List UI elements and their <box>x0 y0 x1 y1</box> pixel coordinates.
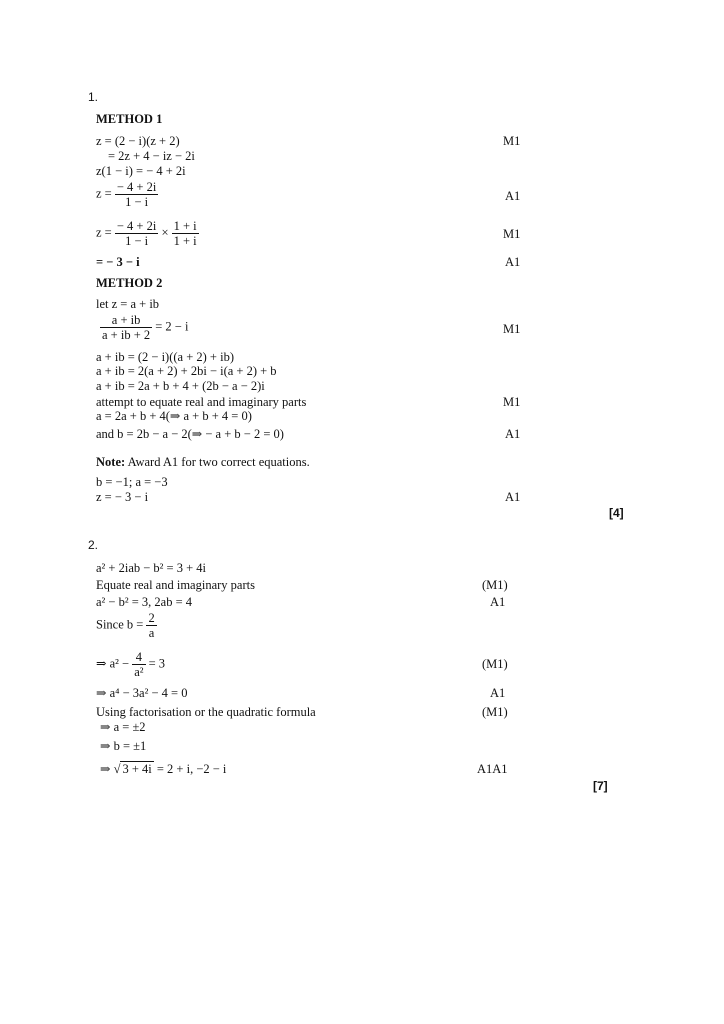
implies-sqrt: ⇒ √ <box>100 762 121 776</box>
equation-lhs: ⇒ a² − <box>96 656 130 671</box>
q1-m2-line-8: and b = 2b − a − 2(⇒ − a + b − 2 = 0) <box>96 427 284 441</box>
mark-m1: M1 <box>503 395 521 409</box>
method-1-heading: METHOD 1 <box>96 112 163 126</box>
fraction-numerator: 2 <box>148 611 155 625</box>
mark-a1a1: A1A1 <box>477 762 508 776</box>
equation-lhs: z = <box>96 186 112 201</box>
mark-m1: M1 <box>503 322 521 336</box>
q2-line-3: a² − b² = 3, 2ab = 4 <box>96 595 192 609</box>
mark-m1-bracket: (M1) <box>482 578 508 592</box>
q1-m1-line-6: = − 3 − i <box>96 255 140 269</box>
fraction-denominator: 1 − i <box>125 234 149 248</box>
q1-m2-line-4: a + ib = 2(a + 2) + 2bi − i(a + 2) + b <box>96 364 277 378</box>
fraction <box>146 611 156 640</box>
radicand: 3 + 4i <box>122 762 152 776</box>
q1-m2-line-5: a + ib = 2a + b + 4 + (2b − a − 2)i <box>96 379 265 393</box>
equation-rhs: = 3 <box>148 656 166 671</box>
mark-m1: M1 <box>503 134 521 148</box>
q2-line-4 <box>96 611 157 640</box>
fraction-denominator: 1 + i <box>173 234 197 248</box>
fraction-numerator: − 4 + 2i <box>116 219 157 233</box>
q1-m2-line-3: a + ib = (2 − i)((a + 2) + ib) <box>96 350 234 364</box>
fraction-numerator: 1 + i <box>173 219 197 233</box>
fraction-numerator: − 4 + 2i <box>116 180 157 194</box>
q1-m1-line-2: = 2z + 4 − iz − 2i <box>108 149 195 163</box>
q1-m2-line-7: a = 2a + b + 4(⇒ a + b + 4 = 0) <box>96 409 252 423</box>
q2-line-10 <box>100 762 226 777</box>
question-1-number: 1. <box>88 90 99 104</box>
mark-a1: A1 <box>490 686 506 700</box>
mark-a1: A1 <box>505 427 521 441</box>
fraction <box>172 219 199 248</box>
marking-note <box>96 455 310 470</box>
mark-a1: A1 <box>505 255 521 269</box>
q2-line-9: ⇒ b = ±1 <box>100 739 147 753</box>
q1-m2-line-10: z = − 3 − i <box>96 490 149 504</box>
fraction <box>115 219 158 248</box>
note-text: Award A1 for two correct equations. <box>125 455 310 469</box>
q1-m1-line-4 <box>96 180 158 209</box>
mark-m1: M1 <box>503 227 521 241</box>
fraction-numerator: a + ib <box>100 313 152 328</box>
equation-lhs: z = <box>96 225 112 240</box>
q2-line-2: Equate real and imaginary parts <box>96 578 255 592</box>
fraction-denominator: 1 − i <box>125 195 149 209</box>
q2-line-1: a² + 2iab − b² = 3 + 4i <box>96 561 206 575</box>
q1-m1-line-1: z = (2 − i)(z + 2) <box>96 134 180 148</box>
question-1-total: [4] <box>609 506 624 520</box>
fraction <box>115 180 158 209</box>
mark-a1: A1 <box>505 490 521 504</box>
fraction-denominator: a + ib + 2 <box>102 328 151 342</box>
mark-m1-bracket: (M1) <box>482 657 508 671</box>
equation-rhs: = 2 − i <box>155 319 189 334</box>
mark-a1: A1 <box>505 189 521 203</box>
q2-line-8: ⇒ a = ±2 <box>100 720 146 734</box>
equation-rhs: = 2 + i, −2 − i <box>153 762 227 776</box>
question-2-number: 2. <box>88 538 99 552</box>
q1-m2-line-6: attempt to equate real and imaginary parts <box>96 395 307 409</box>
times-sign: × <box>161 225 169 240</box>
equation-lhs: Since b = <box>96 617 144 632</box>
mark-a1: A1 <box>490 595 506 609</box>
fraction-denominator: a <box>148 626 155 640</box>
q1-m1-line-5 <box>96 219 199 248</box>
fraction <box>132 650 145 679</box>
fraction-numerator: 4 <box>132 650 145 665</box>
fraction-denominator: a² <box>134 665 144 679</box>
method-2-heading: METHOD 2 <box>96 276 163 290</box>
q2-line-6: ⇒ a⁴ − 3a² − 4 = 0 <box>96 686 188 700</box>
q1-m2-line-9: b = −1; a = −3 <box>96 475 168 489</box>
fraction <box>100 313 152 342</box>
q2-line-5 <box>96 650 165 679</box>
question-2-total: [7] <box>593 779 608 793</box>
q1-m1-line-3: z(1 − i) = − 4 + 2i <box>96 164 186 178</box>
q1-m2-line-2 <box>100 313 188 342</box>
q1-m2-line-1: let z = a + ib <box>96 297 160 311</box>
note-label: Note: <box>96 455 126 469</box>
q2-line-7: Using factorisation or the quadratic formula <box>96 705 316 719</box>
mark-m1-bracket: (M1) <box>482 705 508 719</box>
